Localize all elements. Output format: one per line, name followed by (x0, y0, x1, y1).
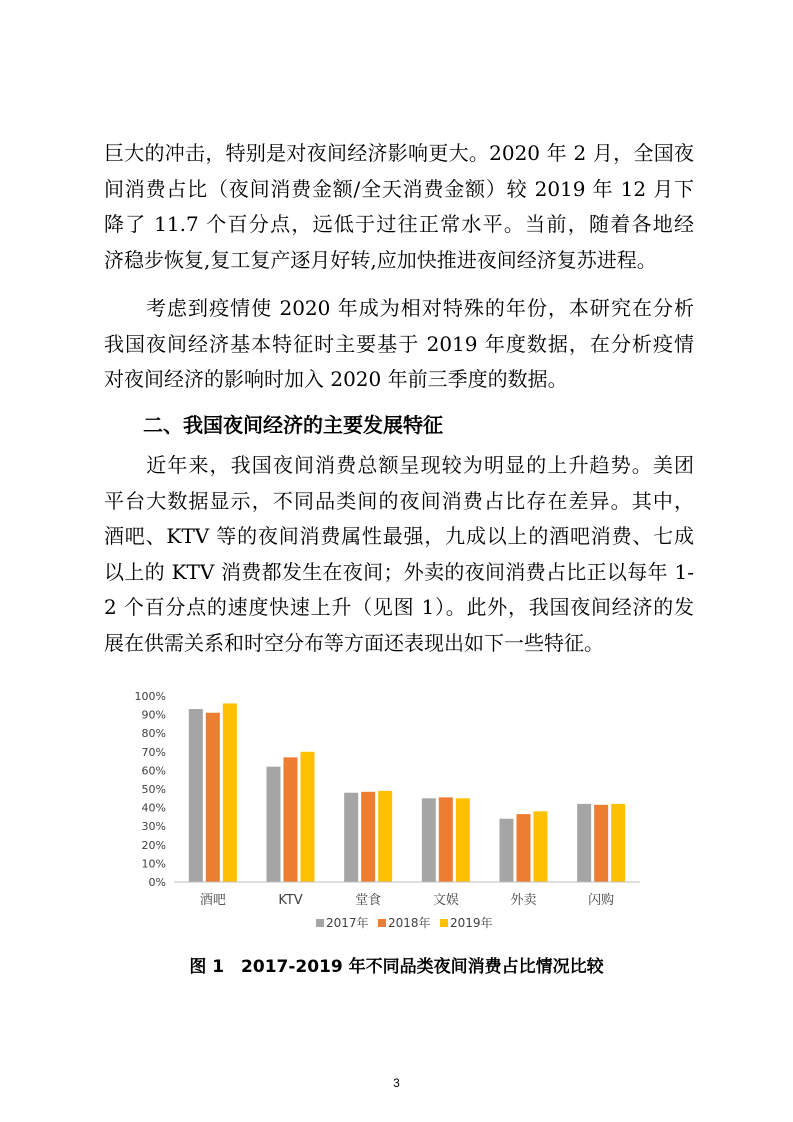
bar-2017年-闪购 (577, 804, 591, 882)
paragraph-line: 降了 11.7 个百分点，远低于过往正常水平。当前，随着各地经 (104, 212, 694, 236)
bar-chart (120, 682, 650, 942)
legend-label: 2017年 (326, 916, 369, 930)
bar-2019年-KTV (301, 752, 315, 882)
section-heading: 二、我国夜间经济的主要发展特征 (143, 413, 443, 437)
legend-swatch (316, 919, 324, 927)
legend-label: 2018年 (388, 916, 431, 930)
y-tick-label: 10% (141, 857, 166, 871)
bar-2018年-酒吧 (206, 713, 220, 882)
bar-2017年-KTV (267, 767, 281, 882)
bar-2018年-堂食 (361, 792, 375, 882)
paragraph-line: 酒吧、KTV 等的夜间消费属性最强，九成以上的酒吧消费、七成 (104, 524, 694, 548)
paragraph-line: 对夜间经济的影响时加入 2020 年前三季度的数据。 (104, 367, 568, 391)
x-tick-label: 外卖 (510, 893, 537, 908)
bar-2018年-外卖 (517, 814, 531, 882)
paragraph-line: 展在供需关系和时空分布等方面还表现出如下一些特征。 (104, 630, 604, 655)
bar-2018年-文娱 (439, 797, 453, 882)
y-tick-label: 90% (141, 708, 166, 722)
paragraph-line: 间消费占比（夜间消费金额/全天消费金额）较 2019 年 12 月下 (104, 176, 694, 201)
bar-2019年-外卖 (534, 811, 548, 882)
paragraph-line: 巨大的冲击，特别是对夜间经济影响更大。2020 年 2 月，全国夜 (104, 141, 694, 165)
y-tick-label: 0% (148, 876, 166, 889)
y-tick-label: 20% (141, 838, 166, 852)
paragraph-line: 2 个百分点的速度快速上升（见图 1）。此外，我国夜间经济的发 (104, 595, 694, 619)
y-tick-label: 40% (141, 801, 166, 815)
paragraph-line: 平台大数据显示，不同品类间的夜间消费占比存在差异。其中， (104, 488, 694, 513)
x-tick-label: 酒吧 (199, 893, 226, 908)
bars (189, 703, 625, 882)
y-tick-label: 80% (141, 727, 166, 741)
x-tick-label: 文娱 (432, 893, 459, 908)
x-tick-label: KTV (278, 893, 303, 908)
bar-2017年-堂食 (344, 793, 358, 882)
paragraph-3 (104, 448, 694, 661)
legend-swatch (440, 919, 448, 927)
bar-2019年-堂食 (378, 791, 392, 882)
bar-2017年-外卖 (500, 819, 514, 882)
x-axis (174, 882, 640, 908)
bar-2018年-闪购 (594, 805, 608, 882)
bar-2017年-酒吧 (189, 709, 203, 882)
y-axis (135, 690, 166, 889)
x-tick-label: 堂食 (355, 893, 382, 908)
legend-swatch (378, 919, 386, 927)
paragraph-line: 我国夜间经济基本特征时主要基于 2019 年度数据，在分析疫情 (104, 331, 694, 356)
paragraph-line: 考虑到疫情使 2020 年成为相对特殊的年份，本研究在分析 (104, 296, 694, 320)
y-tick-label: 50% (141, 783, 166, 796)
bar-2019年-酒吧 (223, 703, 237, 882)
bar-2019年-闪购 (611, 804, 625, 882)
y-tick-label: 30% (141, 820, 166, 834)
page-number: 3 (393, 1076, 400, 1090)
paragraph-line: 以上的 KTV 消费都发生在夜间；外卖的夜间消费占比正以每年 1- (104, 559, 694, 584)
y-tick-label: 100% (134, 690, 166, 703)
paragraph-line: 近年来，我国夜间消费总额呈现较为明显的上升趋势。美团 (104, 453, 694, 477)
legend-label: 2019年 (450, 916, 493, 930)
paragraph-2 (104, 291, 694, 398)
paragraph-1 (104, 136, 694, 278)
chart-legend (316, 915, 493, 930)
y-tick-label: 70% (141, 745, 166, 759)
paragraph-line: 济稳步恢复,复工复产逐月好转,应加快推进夜间经济复苏进程。 (104, 247, 657, 272)
y-tick-label: 60% (141, 764, 166, 778)
bar-2017年-文娱 (422, 798, 436, 882)
bar-2019年-文娱 (456, 798, 470, 882)
bar-2018年-KTV (284, 757, 298, 882)
figure-caption: 图 1 2017-2019 年不同品类夜间消费占比情况比较 (189, 957, 604, 977)
x-tick-label: 闪购 (588, 893, 615, 908)
